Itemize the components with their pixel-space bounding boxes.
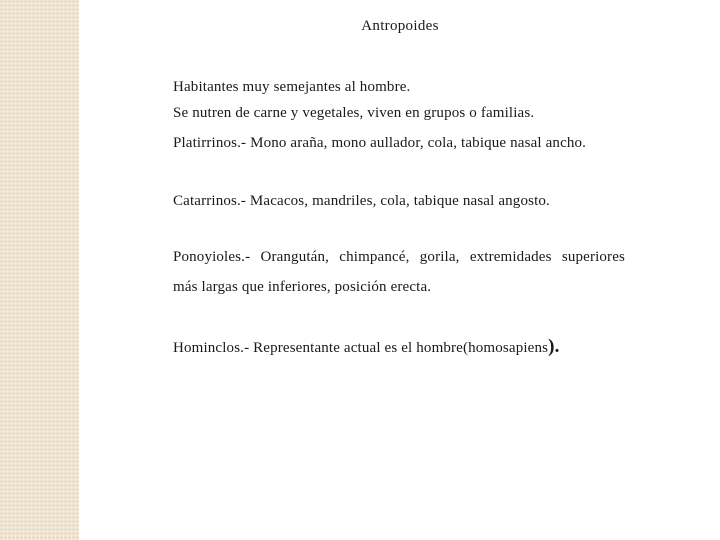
decorative-side-pattern: [0, 0, 79, 540]
text-line-nutren: Se nutren de carne y vegetales, viven en grupos o familias.: [173, 105, 535, 121]
text-line-ponoyioles: Ponoyioles.- Orangután, chimpancé, gorila, extremidades superiores: [173, 249, 625, 265]
text-line-ponoyioles-cont: más largas que inferiores, posición erecta.: [173, 279, 432, 295]
text-line-catarrinos: Catarrinos.- Macacos, mandriles, cola, tabique nasal angosto.: [173, 193, 550, 209]
text-line-habitantes: Habitantes muy semejantes al hombre.: [173, 79, 411, 95]
slide-title: Antropoides: [361, 18, 439, 34]
text-line-hominclos: [173, 338, 625, 357]
hominclos-end: ).: [548, 336, 560, 357]
text-line-platirrinos: Platirrinos.- Mono araña, mono aullador, cola, tabique nasal ancho.: [173, 135, 587, 151]
hominclos-text: Hominclos.- Representante actual es el hombre(homosapiens: [173, 340, 549, 356]
